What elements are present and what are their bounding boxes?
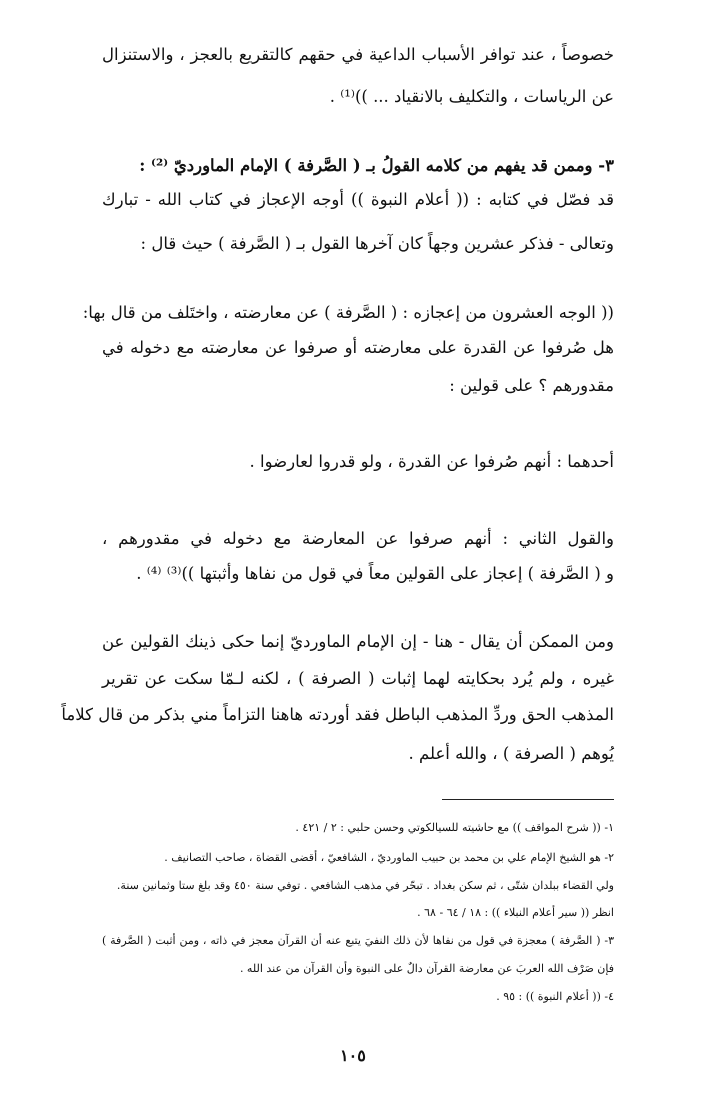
footnote-4: ٤- (( أعلام النبوة )) : ٩٥ . xyxy=(496,990,614,1003)
body-line-5: ومن الممكن أن يقال - هنا - إن الإمام الماورديّ إنما حكى ذينك القولين عن xyxy=(102,632,614,651)
quote-line-5: والقول الثاني : أنهم صرفوا عن المعارضة مع دخوله في مقدورهم ، xyxy=(102,529,614,548)
body-line-7: المذهب الحق وردِّ المذهب الباطل فقد أوردته هاهنا التزاماً مني بذكر من قال كلاماً xyxy=(61,705,614,724)
body-line-1: خصوصاً ، عند توافر الأسباب الداعية في حقهم كالتقريع بالعجز ، والاستنزال xyxy=(102,45,614,64)
quote-line-4: أحدهما : أنهم صُرفوا عن القدرة ، ولو قدروا لعارضوا . xyxy=(249,452,614,471)
footnote-1: ١- (( شرح المواقف )) مع حاشيته للسيالكوتي وحسن حلبي : ٢ / ٤٢١ . xyxy=(295,821,614,834)
quote-line-6: و ( الصَّرفة ) إعجاز على القولين معاً في قول من نفاها وأثبتها ))⁽³⁾ ⁽⁴⁾ . xyxy=(136,564,614,583)
footnote-2: ٢- هو الشيخ الإمام علي بن محمد بن حبيب الماورديّ ، الشافعيّ ، أقضى القضاة ، صاحب التصانيف . xyxy=(164,851,614,864)
footnote-2-cont: ولي القضاء ببلدان شتّى ، ثم سكن بغداد . تبحّر في مذهب الشافعي . توفي سنة ٤٥٠ وقد بلغ ستا وثمانين سنة. xyxy=(116,879,614,892)
footnote-3-cont: فإن صَرْف الله العربَ عن معارضة القرآن دالٌ على النبوة وأن القرآن من عند الله . xyxy=(239,962,614,975)
body-line-2: عن الرياسات ، والتكليف بالانقياد ... ))⁽¹⁾ . xyxy=(329,87,614,106)
footnote-2-ref: انظر (( سير أعلام النبلاء )) : ١٨ / ٦٤ - ٦٨ . xyxy=(417,906,614,919)
body-line-8: يُوهم ( الصرفة ) ، والله أعلم . xyxy=(408,744,614,763)
footnote-divider xyxy=(442,799,614,800)
quote-line-3: مقدورهم ؟ على قولين : xyxy=(449,376,614,395)
body-line-6: غيره ، ولم يُرد بحكايته لهما إثبات ( الصرفة ) ، لكنه لـمّا سكت عن تقرير xyxy=(102,669,614,688)
quote-line-2: هل صُرفوا عن القدرة على معارضته أو صرفوا عن معارضته مع دخوله في xyxy=(102,338,614,357)
footnote-3: ٣- ( الصَّرفة ) معجزة في قول من نفاها لأن ذلك النفيَ يتبع عنه أن القرآن معجز في ذاته ، ومن أثبت ( الصَّرفة ) xyxy=(102,934,614,947)
body-line-3: قد فصّل في كتابه : (( أعلام النبوة )) أوجه الإعجاز في كتاب الله - تبارك xyxy=(102,190,614,209)
body-line-4: وتعالى - فذكر عشرين وجهاً كان آخرها القول بـ ( الصَّرفة ) حيث قال : xyxy=(140,234,614,253)
section-heading: ٣- وممن قد يفهم من كلامه القولُ بـ ( الصَّرفة ) الإمام الماورديّ ⁽²⁾ : xyxy=(139,156,614,175)
quote-line-1: (( الوجه العشرون من إعجازه : ( الصَّرفة ) عن معارضته ، واختَلف من قال بها: xyxy=(82,303,614,322)
page-number: ١٠٥ xyxy=(340,1046,366,1065)
